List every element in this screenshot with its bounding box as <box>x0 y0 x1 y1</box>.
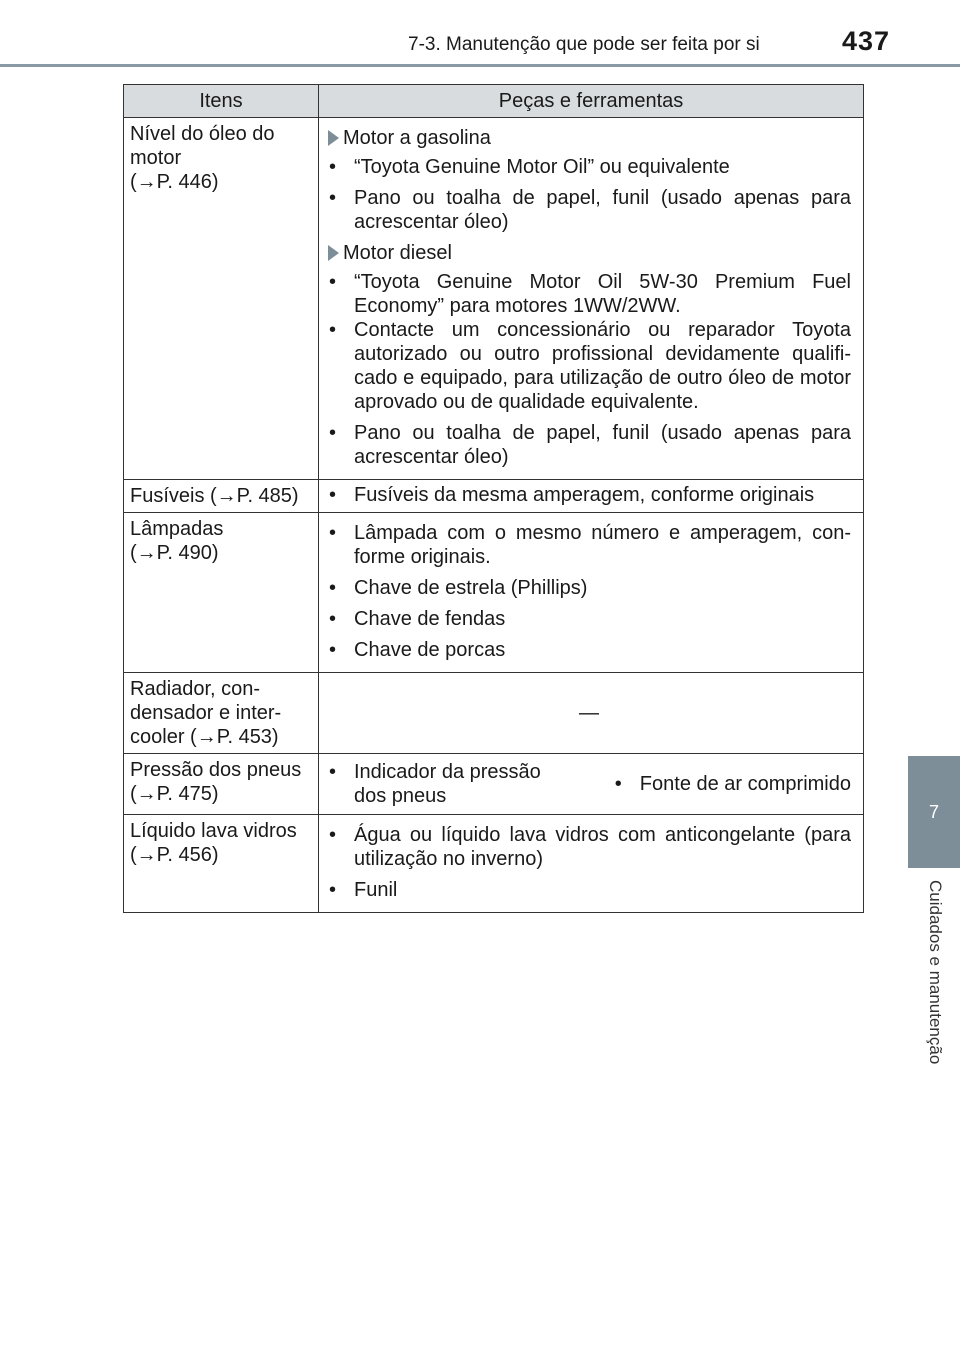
item-label: Fusíveis (→P. 485) <box>130 485 299 507</box>
list-item: • Chave de fendas <box>327 607 851 631</box>
table-row <box>124 815 864 913</box>
subheading-label: Motor a gasolina <box>343 127 491 149</box>
table-header-row <box>124 85 864 118</box>
chapter-number: 7 <box>928 801 939 822</box>
list-item: • “Toyota Genuine Motor Oil” ou equivalente <box>327 155 851 179</box>
list-item: • Chave de estrela (Phillips) <box>327 576 851 600</box>
item-label: Líquido lava vidros (→P. 456) <box>130 820 297 866</box>
parts-cell <box>319 118 864 480</box>
list-item: • Fonte de ar comprimido <box>613 772 851 796</box>
table-row <box>124 673 864 754</box>
list-item: • “Toyota Genuine Motor Oil 5W-30 Premium Fuel Economy” para motores 1WW/2WW. <box>327 270 851 318</box>
chapter-title: Cuidados e manutenção <box>926 880 945 1065</box>
parts-cell <box>319 754 864 815</box>
item-label: Pressão dos pneus (→P. 475) <box>130 759 302 805</box>
page-number: 437 <box>842 26 891 56</box>
list-item: • Funil <box>327 878 851 902</box>
triangle-bullet-icon <box>328 130 339 146</box>
header-divider <box>0 64 960 67</box>
chapter-tab <box>908 756 960 868</box>
list-item: • Água ou líquido lava vidros com anticongelante (para utilização no inverno) <box>327 823 851 871</box>
item-cell <box>124 815 319 913</box>
list-item: • Pano ou toalha de papel, funil (usado apenas para acrescentar óleo) <box>327 186 851 234</box>
item-label: Radiador, con-densador e inter-cooler (→P. 453) <box>130 678 282 748</box>
subheading <box>327 241 851 265</box>
page-reference: (→P. 490) <box>130 542 219 564</box>
list-item: • Indicador da pressão dos pneus <box>327 760 564 808</box>
list-item: • Chave de porcas <box>327 638 851 662</box>
list-item: • Fusíveis da mesma amperagem, conforme originais <box>327 483 851 507</box>
triangle-bullet-icon <box>328 245 339 261</box>
parts-cell <box>319 673 864 754</box>
header-parts: Peças e ferramentas <box>319 85 864 118</box>
item-cell <box>124 118 319 480</box>
page-reference: (→P. 446) <box>130 171 219 193</box>
parts-table <box>123 84 864 913</box>
item-cell <box>124 754 319 815</box>
list-item: • Pano ou toalha de papel, funil (usado apenas para acrescentar óleo) <box>327 421 851 469</box>
subheading-label: Motor diesel <box>343 242 452 264</box>
empty-value: — <box>579 702 599 724</box>
item-label: Lâmpadas <box>130 518 224 540</box>
header-items: Itens <box>124 85 319 118</box>
table-row <box>124 480 864 513</box>
parts-cell <box>319 480 864 513</box>
page-header <box>0 0 960 66</box>
section-title: 7-3. Manutenção que pode ser feita por si <box>408 34 760 55</box>
two-column-list <box>327 757 851 811</box>
list-item: • Lâmpada com o mesmo número e amperagem, con-forme originais. <box>327 521 851 569</box>
list-item: • Contacte um concessionário ou reparador Toyota autorizado ou outro profissional devidamente qualifi-cado e equipado, para utilização de outro óleo de motor aprovado ou de qualidade equivalente. <box>327 318 851 414</box>
subheading <box>327 126 851 150</box>
parts-cell <box>319 513 864 673</box>
table-row <box>124 513 864 673</box>
item-cell <box>124 480 319 513</box>
item-cell <box>124 673 319 754</box>
item-label: Nível do óleo do motor <box>130 123 275 169</box>
table-row <box>124 118 864 480</box>
item-cell <box>124 513 319 673</box>
table-row <box>124 754 864 815</box>
parts-cell <box>319 815 864 913</box>
